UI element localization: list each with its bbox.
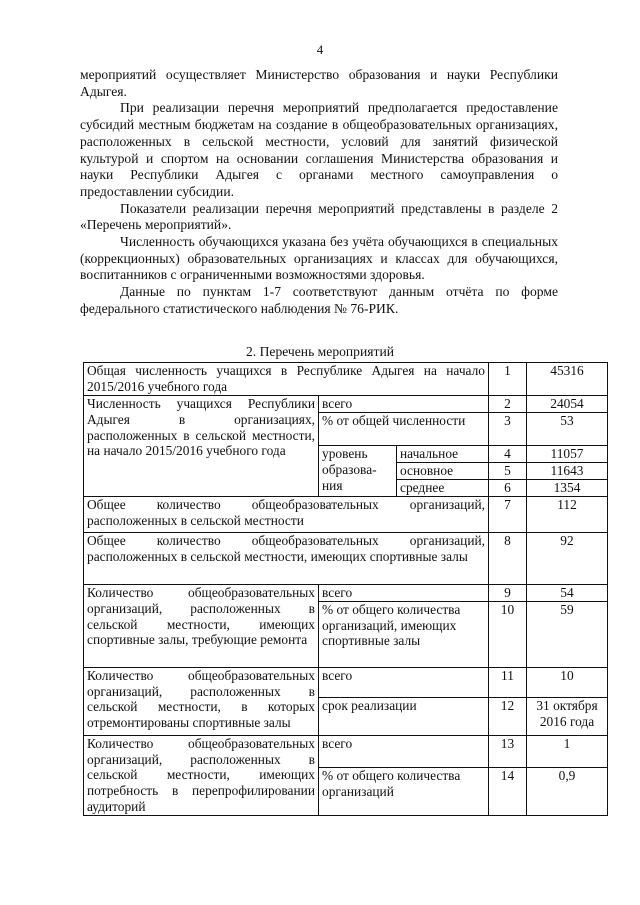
table-row xyxy=(84,735,608,767)
paragraph: мероприятий осуществляет Министерство образования и науки Республики Адыгея. xyxy=(80,67,558,99)
row-number: 8 xyxy=(489,533,527,585)
table-row xyxy=(84,497,608,533)
row-number: 2 xyxy=(489,396,527,413)
row-sublabel: % от общего количества организаций xyxy=(319,767,489,815)
row-number: 3 xyxy=(489,413,527,446)
paragraph: Показатели реализации перечня мероприятий представлены в разделе 2 «Перечень мероприятий». xyxy=(80,200,558,233)
row-sublabel: всего xyxy=(319,585,489,602)
row-number: 7 xyxy=(489,497,527,533)
table-row xyxy=(84,667,608,697)
row-sublabel: всего xyxy=(319,667,489,697)
row-label: Количество общеобразовательных организаций, расположенных в сельской местности, имеющих потребность в перепрофилировании аудиторий xyxy=(84,735,319,815)
level-label: начальное xyxy=(397,446,489,463)
row-value: 54 xyxy=(527,585,608,602)
row-value: 112 xyxy=(527,497,608,533)
row-value: 1354 xyxy=(527,480,608,497)
paragraph: Данные по пунктам 1-7 соответствуют данным отчёта по форме федерального статистического наблюдения № 76-РИК. xyxy=(80,284,558,316)
row-number: 9 xyxy=(489,585,527,602)
row-label: Общее количество общеобразовательных организаций, расположенных в сельской местности xyxy=(84,497,489,533)
row-sublabel: всего xyxy=(319,396,489,413)
level-label: среднее xyxy=(397,480,489,497)
level-label: основное xyxy=(397,463,489,480)
page-number: 4 xyxy=(316,42,324,57)
row-sublabel: % от общего количества организаций, имеющих спортивные залы xyxy=(319,601,489,667)
row-label: Количество общеобразовательных организаций, расположенных в сельской местности, в которых отремонтированы спортивные залы xyxy=(84,667,319,735)
paragraph: Численность обучающихся указана без учёта обучающихся в специальных (коррекционных) образовательных организациях и классах для обучающихся, воспитанников с ограниченными возможностями здоровья. xyxy=(80,234,558,283)
row-value: 53 xyxy=(527,413,608,446)
row-sublabel: срок реализации xyxy=(319,697,489,735)
measures-table xyxy=(83,362,608,816)
row-value: 92 xyxy=(527,533,608,585)
row-label: Общая численность учащихся в Республике Адыгея на начало 2015/2016 учебного года xyxy=(84,363,489,396)
row-sublabel: всего xyxy=(319,735,489,767)
row-label: Количество общеобразовательных организаций, расположенных в сельской местности, имеющих спортивные залы, требующие ремонта xyxy=(84,585,319,668)
table-row xyxy=(84,533,608,585)
row-value: 24054 xyxy=(527,396,608,413)
row-number: 4 xyxy=(489,446,527,463)
paragraph: При реализации перечня мероприятий предполагается предоставление субсидий местным бюджетам на создание в общеобразовательных организациях, расположенных в сельской местности, условий для занятий физической культурой и спортом на основании соглашения Министерства образования и науки Республики Адыгея с органами местного самоуправления о предоставлении субсидии. xyxy=(80,100,558,199)
row-value: 1 xyxy=(527,735,608,767)
row-number: 14 xyxy=(489,767,527,815)
row-number: 6 xyxy=(489,480,527,497)
row-value: 59 xyxy=(527,601,608,667)
table-row xyxy=(84,585,608,602)
row-value: 10 xyxy=(527,667,608,697)
row-number: 1 xyxy=(489,363,527,396)
row-label: Численность учащихся Республики Адыгея в организациях, расположенных в сельской местности, на начало 2015/2016 учебного года xyxy=(84,396,319,497)
row-number: 13 xyxy=(489,735,527,767)
row-value: 45316 xyxy=(527,363,608,396)
row-number: 5 xyxy=(489,463,527,480)
row-value: 11643 xyxy=(527,463,608,480)
table-title: 2. Перечень мероприятий xyxy=(246,344,394,359)
row-value: 11057 xyxy=(527,446,608,463)
row-label: Общее количество общеобразовательных организаций, расположенных в сельской местности, имеющих спортивные залы xyxy=(84,533,489,585)
row-number: 11 xyxy=(489,667,527,697)
body-text xyxy=(80,67,558,318)
row-sublabel: уровень образова-ния xyxy=(319,446,397,497)
row-value: 0,9 xyxy=(527,767,608,815)
table-row xyxy=(84,396,608,413)
row-value: 31 октября 2016 года xyxy=(527,697,608,735)
row-sublabel: % от общей численности xyxy=(319,413,489,446)
row-number: 10 xyxy=(489,601,527,667)
row-number: 12 xyxy=(489,697,527,735)
table-row xyxy=(84,363,608,396)
